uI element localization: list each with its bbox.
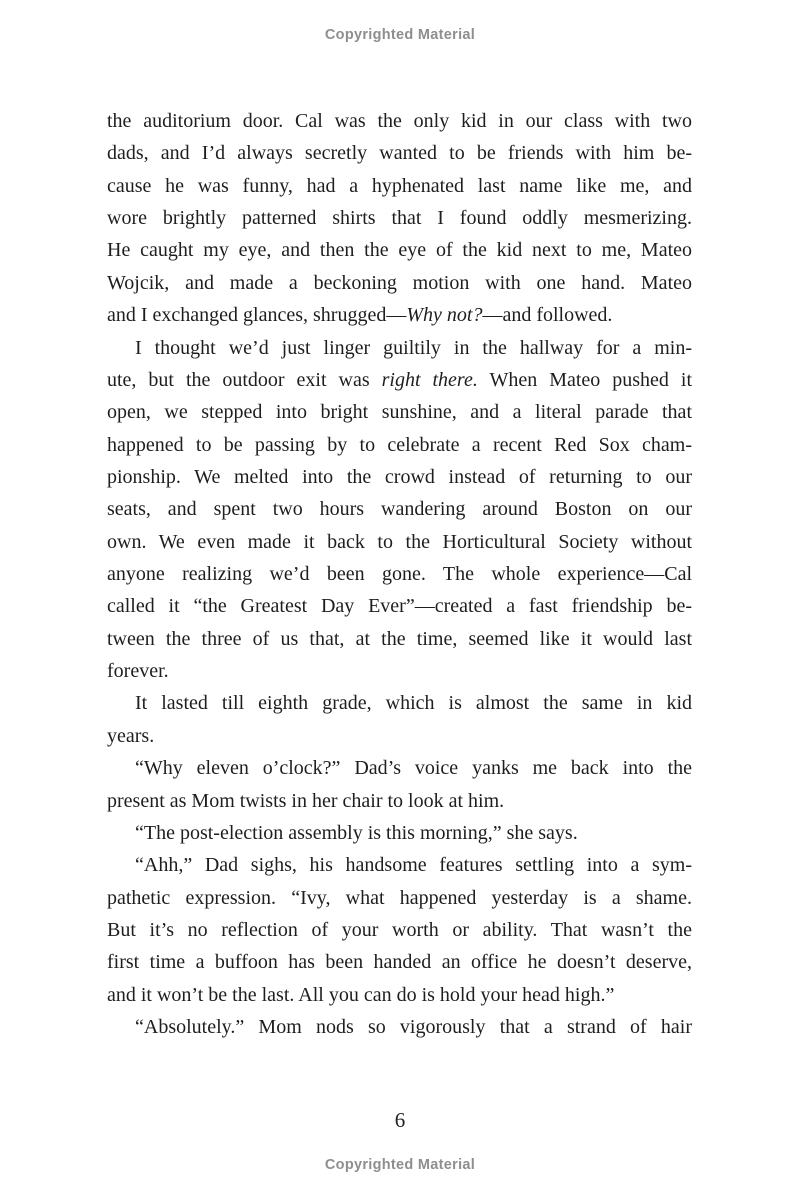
text-segment: “Absolutely.” Mom nods so vigorously that a strand of hair xyxy=(135,1016,692,1039)
text-segment: cause he was funny, had a hyphenated last name like me, and xyxy=(107,174,692,197)
text-line xyxy=(107,396,692,428)
text-segment: open, we stepped into bright sunshine, and a literal parade that xyxy=(107,401,692,424)
text-segment: Wojcik, and made a beckoning motion with one hand. Mateo xyxy=(107,271,692,294)
text-segment: the auditorium door. Cal was the only kid in our class with two xyxy=(107,110,692,132)
text-segment: It lasted till eighth grade, which is almost the same in kid xyxy=(135,692,692,715)
copyright-notice-top: Copyrighted Material xyxy=(324,27,476,43)
text-line xyxy=(107,623,692,655)
text-line xyxy=(107,202,692,234)
paragraph xyxy=(107,752,692,817)
page-text xyxy=(107,105,692,1043)
text-line xyxy=(107,687,692,719)
paragraph xyxy=(107,332,692,688)
text-line xyxy=(107,817,692,849)
text-segment: ute, but the outdoor exit was xyxy=(107,368,382,391)
copyright-notice-bottom: Copyrighted Material xyxy=(324,1157,476,1173)
text-segment: He caught my eye, and then the eye of the kid next to me, Mateo xyxy=(107,239,692,262)
text-line xyxy=(107,105,692,137)
paragraph xyxy=(107,849,692,1011)
text-segment: pathetic expression. “Ivy, what happened yesterday is a shame. xyxy=(107,886,692,909)
text-line xyxy=(107,1011,692,1043)
text-line xyxy=(107,429,692,461)
text-segment: tween the three of us that, at the time, seemed like it would last xyxy=(107,627,692,650)
text-segment: and it won’t be the last. All you can do is hold your head high.” xyxy=(107,983,615,1006)
text-line xyxy=(107,752,692,784)
text-segment: happened to be passing by to celebrate a recent Red Sox cham- xyxy=(107,433,692,456)
text-segment: and I exchanged glances, shrugged— xyxy=(107,304,407,327)
text-segment: years. xyxy=(107,724,155,747)
text-line xyxy=(107,979,692,1011)
text-line xyxy=(107,590,692,622)
text-line xyxy=(107,461,692,493)
text-segment: “Why eleven o’clock?” Dad’s voice yanks me back into the xyxy=(135,757,692,780)
text-line xyxy=(107,720,692,752)
text-line xyxy=(107,785,692,817)
text-segment: own. We even made it back to the Horticultural Society without xyxy=(107,530,692,553)
text-segment: When Mateo pushed it xyxy=(477,368,692,391)
paragraph xyxy=(107,817,692,849)
text-line xyxy=(107,558,692,590)
text-line xyxy=(107,946,692,978)
text-segment: dads, and I’d always secretly wanted to be friends with him be- xyxy=(107,142,692,165)
text-line xyxy=(107,234,692,266)
text-segment: pionship. We melted into the crowd instead of returning to our xyxy=(107,465,692,488)
text-segment: —and followed. xyxy=(482,304,613,327)
italic-text-segment: Why not? xyxy=(406,304,483,327)
page-number: 6 xyxy=(394,1108,406,1132)
italic-text-segment: right there. xyxy=(381,368,478,391)
text-line xyxy=(107,655,692,687)
text-line xyxy=(107,299,692,331)
text-line xyxy=(107,267,692,299)
text-line xyxy=(107,882,692,914)
paragraph xyxy=(107,1011,692,1043)
text-line xyxy=(107,332,692,364)
text-segment: called it “the Greatest Day Ever”—created a fast friendship be- xyxy=(107,595,692,618)
text-segment: I thought we’d just linger guiltily in the hallway for a min- xyxy=(135,336,692,359)
paragraph xyxy=(107,687,692,752)
paragraph xyxy=(107,105,692,332)
text-segment: present as Mom twists in her chair to look at him. xyxy=(107,789,505,812)
text-segment: seats, and spent two hours wandering around Boston on our xyxy=(107,498,692,521)
text-segment: “Ahh,” Dad sighs, his handsome features settling into a sym- xyxy=(135,854,692,877)
text-line xyxy=(107,849,692,881)
text-segment: wore brightly patterned shirts that I found oddly mesmerizing. xyxy=(107,207,692,230)
text-line xyxy=(107,137,692,169)
text-line xyxy=(107,914,692,946)
text-segment: But it’s no reflection of your worth or ability. That wasn’t the xyxy=(107,918,692,941)
text-segment: anyone realizing we’d been gone. The whole experience—Cal xyxy=(107,563,692,586)
text-line xyxy=(107,170,692,202)
text-line xyxy=(107,493,692,525)
text-line xyxy=(107,526,692,558)
text-segment: first time a buffoon has been handed an office he doesn’t deserve, xyxy=(107,951,692,974)
text-segment: “The post-election assembly is this morning,” she says. xyxy=(135,821,578,844)
text-segment: forever. xyxy=(107,660,169,683)
text-line xyxy=(107,364,692,396)
